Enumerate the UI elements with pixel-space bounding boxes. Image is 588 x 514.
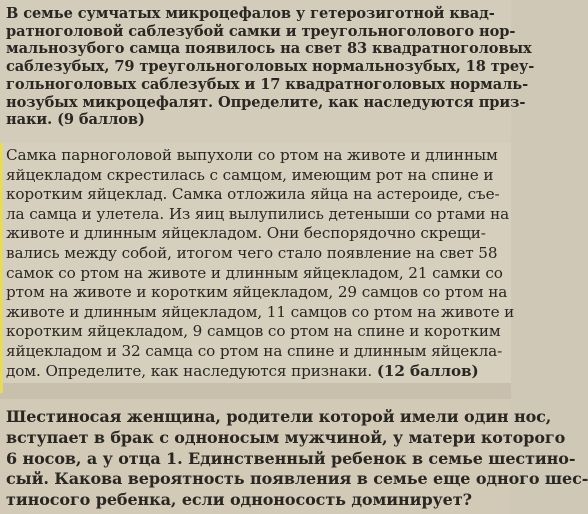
problem-3-line: Шестиносая женщина, родители которой имели один нос,	[6, 407, 552, 426]
problem-2-line: дом. Определите, как наследуются признаки.	[6, 361, 373, 380]
problem-3-line: вступает в брак с одноносым мужчиной, у матери которого	[6, 427, 566, 447]
problem-2-score: (12 баллов)	[376, 361, 479, 380]
problem-2-line: вались между собой, итогом чего стало появление на свет 58	[6, 243, 498, 262]
problem-1-line: В семье сумчатых микроцефалов у гетерозиготной квад-	[6, 5, 495, 22]
problem-2	[0, 143, 515, 383]
problem-2-line: животе и длинным яйцекладом. Они беспорядочно скрещи-	[6, 224, 486, 243]
problem-2-line: яйцекладом и 32 самца со ртом на спине и длинным яйцекла-	[6, 341, 503, 360]
problem-2-line: животе и длинным яйцекладом, 11 самцов со ртом на животе и	[6, 302, 515, 321]
problem-1-line: саблезубых, 79 треугольноголовых нормальнозубых, 18 треу-	[6, 58, 535, 76]
problem-1-line: мальнозубого самца появилось на свет 83 квадратноголовых	[6, 40, 532, 58]
problem-1-line: гольноголовых саблезубых и 17 квадратноголовых нормаль-	[6, 75, 529, 93]
problem-2-line: ртом на животе и коротким яйцекладом, 29 самцов со ртом на	[6, 283, 508, 302]
problem-1-score: (9 баллов)	[57, 111, 145, 129]
problem-3-line: сый. Какова вероятность появления в семье еще одного шес-	[6, 469, 588, 489]
problem-1-last-line	[6, 111, 505, 129]
problem-2-line: яйцекладом скрестилась с самцом, имеющим рот на спине и	[6, 165, 494, 184]
problem-2-line: самок со ртом на животе и длинным яйцекладом, 21 самки со	[6, 263, 503, 282]
problem-1	[0, 0, 535, 143]
section-divider	[0, 383, 511, 399]
problem-3-line: тиносого ребенка, если одноносость доминирует?	[6, 490, 472, 510]
problem-2-line: коротким яйцекладом, 9 самцов со ртом на спине и коротким	[6, 322, 501, 341]
problem-2-last-line	[6, 362, 505, 382]
problem-3	[0, 399, 588, 514]
problem-1-line: ратноголовой саблезубой самки и треугольноголового нор-	[6, 22, 516, 40]
problem-1-line: нозубых микроцефалят. Определите, как наследуются приз-	[6, 93, 526, 111]
highlight-bar	[0, 143, 3, 393]
problem-1-line: наки.	[6, 111, 53, 129]
problem-2-line: Самка парноголовой выпухоли со ртом на животе и длинным	[6, 146, 498, 164]
problem-3-line: 6 носов, а у отца 1. Единственный ребенок в семье шестино-	[6, 448, 576, 468]
problem-2-line: ла самца и улетела. Из яиц вылупились детеныши со ртами на	[6, 204, 510, 223]
problem-2-line: коротким яйцеклад. Самка отложила яйца на астероиде, съе-	[6, 185, 500, 204]
